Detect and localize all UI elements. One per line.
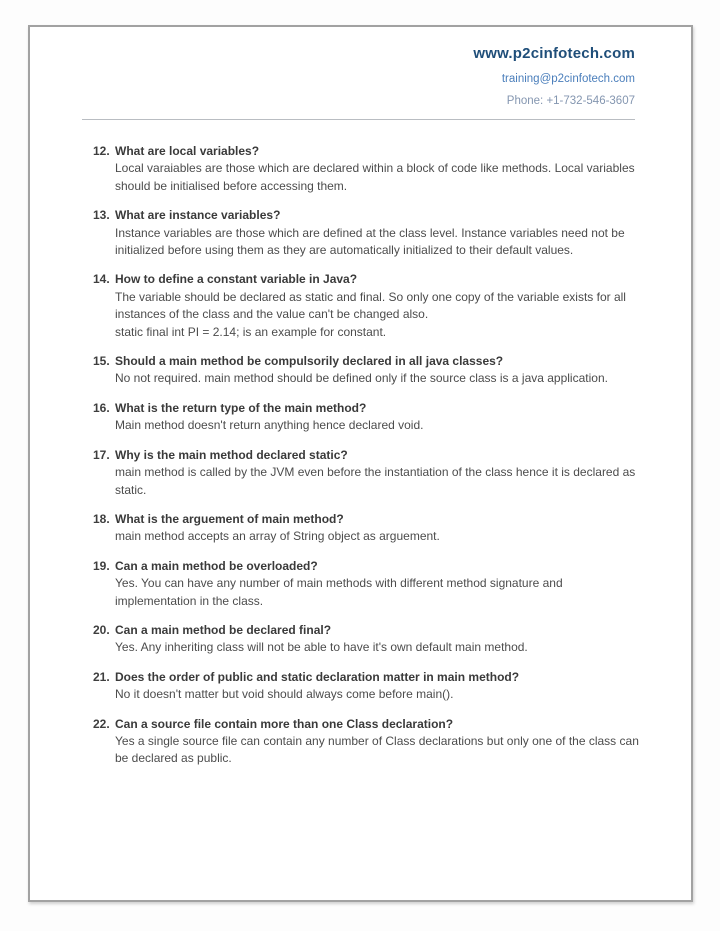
phone-text: Phone: +1-732-546-3607 bbox=[506, 95, 635, 107]
question-text: How to define a constant variable in Java? bbox=[115, 272, 358, 287]
answer-text: main method is called by the JVM even before the instantiation of the class hence it is declared as static. bbox=[115, 465, 636, 497]
question-number: 19. bbox=[93, 558, 110, 573]
question-number: 17. bbox=[93, 447, 110, 462]
answer-text: The variable should be declared as static and final. So only one copy of the variable exists for all instances of the class and the value can't be changed also. bbox=[115, 289, 626, 322]
qa-item-17 bbox=[93, 447, 671, 499]
question-number: 15. bbox=[93, 354, 110, 369]
question-text: Can a main method be declared final? bbox=[115, 622, 332, 637]
website-link[interactable]: www.p2cinfotech.com bbox=[473, 45, 635, 62]
answer-text: Yes. Any inheriting class will not be able to have it's own default main method. bbox=[115, 640, 528, 655]
qa-item-15 bbox=[93, 353, 671, 388]
question-text: Can a main method be overloaded? bbox=[115, 558, 318, 573]
question-number: 22. bbox=[93, 716, 110, 731]
question-number: 18. bbox=[93, 511, 110, 526]
question-number: 16. bbox=[93, 400, 110, 415]
question-text: Does the order of public and static declaration matter in main method? bbox=[115, 669, 520, 684]
answer-text: No it doesn't matter but void should always come before main(). bbox=[115, 687, 454, 702]
qa-content bbox=[30, 120, 691, 768]
question-text: What is the return type of the main method? bbox=[115, 400, 367, 415]
email-link[interactable]: training@p2cinfotech.com bbox=[501, 73, 635, 85]
answer-text: No not required. main method should be defined only if the source class is a java application. bbox=[115, 371, 608, 386]
question-text: Why is the main method declared static? bbox=[115, 447, 348, 462]
qa-item-16 bbox=[93, 400, 671, 435]
qa-item-19 bbox=[93, 558, 671, 610]
qa-item-20 bbox=[93, 622, 671, 657]
question-text: Should a main method be compulsorily declared in all java classes? bbox=[115, 354, 504, 369]
answer-example-text: static final int PI = 2.14; is an example for constant. bbox=[115, 324, 387, 339]
qa-item-18 bbox=[93, 511, 671, 546]
qa-item-22 bbox=[93, 716, 671, 768]
question-number: 21. bbox=[93, 669, 110, 684]
answer-text: Yes a single source file can contain any number of Class declarations but only one of the class can be declared as public. bbox=[115, 733, 639, 766]
document-page bbox=[28, 25, 693, 902]
qa-item-13 bbox=[93, 207, 671, 259]
answer-text: main method accepts an array of String object as arguement. bbox=[115, 529, 440, 544]
question-text: What are local variables? bbox=[115, 144, 260, 158]
answer-text: Yes. You can have any number of main methods with different method signature and implementation in the class. bbox=[115, 576, 563, 608]
answer-text: Local varaiables are those which are declared within a block of code like methods. Local variables should be initialised before accessing them. bbox=[115, 161, 635, 193]
question-number: 14. bbox=[93, 272, 110, 287]
question-text: Can a source file contain more than one Class declaration? bbox=[115, 716, 454, 731]
answer-text: Instance variables are those which are defined at the class level. Instance variables need not be initialized before using them as they are automatically initialized to their default values. bbox=[115, 225, 625, 258]
qa-item-21 bbox=[93, 669, 671, 704]
question-number: 13. bbox=[93, 208, 110, 223]
qa-list bbox=[93, 143, 671, 768]
qa-item-12 bbox=[93, 143, 671, 195]
question-number: 12. bbox=[93, 144, 110, 158]
qa-item-14 bbox=[93, 271, 671, 341]
question-text: What are instance variables? bbox=[115, 208, 281, 223]
question-text: What is the arguement of main method? bbox=[115, 511, 344, 526]
question-number: 20. bbox=[93, 622, 110, 637]
page-header bbox=[30, 27, 691, 107]
answer-text: Main method doesn't return anything hence declared void. bbox=[115, 418, 424, 433]
